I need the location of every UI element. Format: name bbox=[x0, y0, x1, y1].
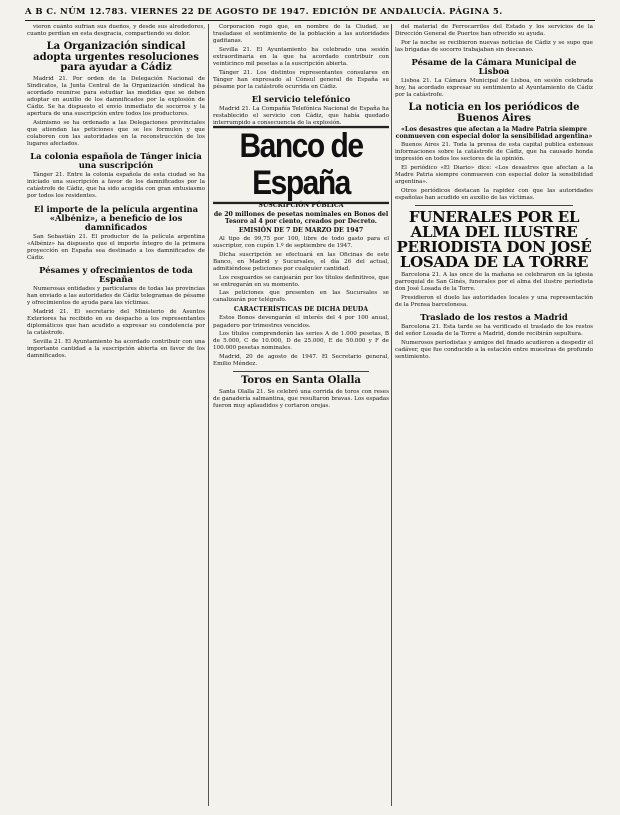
paragraph: Otros periódicos destacan la rapidez con que las autoridades españolas han acudido en auxilio de las víctimas. bbox=[395, 187, 593, 201]
funerales-body-2 bbox=[395, 324, 593, 361]
divider bbox=[233, 371, 369, 372]
paragraph: Madrid, 20 de agosto de 1947. El Secretario general, Emilio Méndez. bbox=[213, 353, 389, 368]
paragraph: Por la noche se recibieron nuevas noticias de Cádiz y se supo que las brigadas de socorro trabajaban sin descanso. bbox=[395, 39, 593, 53]
paragraph: Madrid 21. La Compañía Telefónica Nacional de España ha restablecido el servicio con Cádiz, que había quedado interrumpido a consecuencia de la explosión. bbox=[213, 105, 389, 127]
banco-body-2 bbox=[213, 315, 389, 368]
funerales-body bbox=[395, 272, 593, 309]
prensa-deck: «Los desastres que afectan a la Madre Patria siempre conmueven con especial dolor la sensibilidad argentina» bbox=[395, 126, 593, 141]
paragraph: Barcelona 21. Esta tarde se ha verificado el traslado de los restos del señor Losada de la Torre a Madrid, donde recibirán sepultura. bbox=[395, 323, 593, 337]
article-heading: La Organización sindical adopta urgentes resoluciones para ayudar a Cádiz bbox=[33, 41, 199, 74]
toros-heading: Toros en Santa Olalla bbox=[241, 375, 361, 387]
paragraph: Estos Bonos devengarán el interés del 4 por 100 anual, pagadero por trimestres vencidos. bbox=[213, 315, 389, 329]
column-1 bbox=[27, 24, 205, 806]
paragraph: Numerosas entidades y particulares de todas las provincias han enviado a las autoridades de Cádiz telegramas de pésame y ofrecimientos de ayuda para las víctimas. bbox=[27, 285, 205, 307]
paragraph: del material de Ferrocarriles del Estado y los servicios de la Dirección General de Puertos han ofrecido su ayuda. bbox=[395, 24, 593, 38]
traslado-heading: Traslado de los restos a Madrid bbox=[420, 311, 568, 322]
paragraph: Las peticiones que presenten en las Sucursales se canalizarán por telégrafo. bbox=[213, 290, 389, 304]
column-rule bbox=[208, 24, 209, 806]
banco-deck-3: EMISIÓN DE 7 DE MARZO DE 1947 bbox=[238, 227, 364, 235]
paragraph: Al tipo de 99,75 por 100, libre de todo gasto para el suscriptor, con cupón 1.º de septiembre de 1947. bbox=[213, 236, 389, 250]
paragraph: Tánger 21. Los distintos representantes consulares en Tánger han expresado al Cónsul general de España su pésame por la catástrofe ocurrida en Cádiz. bbox=[213, 69, 389, 90]
paragraph: Los títulos comprenderán las series A de 1.000 pesetas, B de 5.000, C de 10.000, D de 25.000, E de 50.000 y F de 100.000 pesetas nominales. bbox=[213, 331, 389, 352]
paragraph: vieron cuánto sufrían sus dueños, y desde sus alrededores, cuanto perdían en esta desgracia, compartiendo su dolor. bbox=[27, 24, 205, 38]
paragraph: Dicha suscripción se efectuará en las Oficinas de este Banco, en Madrid y Sucursales, el día 26 del actual, admitiéndose peticiones por cualquier cantidad. bbox=[213, 251, 389, 272]
column-2 bbox=[213, 24, 389, 806]
article-heading: El servicio telefónico bbox=[251, 93, 351, 104]
article-heading: Pésames y ofrecimientos de toda España bbox=[39, 264, 193, 284]
column-3-top bbox=[395, 24, 593, 99]
divider bbox=[415, 205, 573, 206]
banco-subheading: CARACTERÍSTICAS DE DICHA DEUDA bbox=[233, 306, 369, 314]
paragraph: Los resguardos se canjearán por los títulos definitivos, que se entregarán en su momento. bbox=[213, 274, 389, 288]
banco-espana-title: Banco de España bbox=[213, 126, 389, 204]
paragraph: Madrid 21. Por orden de la Delegación Nacional de Sindicatos, la Junta Central de la Organización sindical ha acordado reunirse para estudiar las medidas que se deben adoptar en auxilio de los damnificados por la explosión de Cádiz. Se ha dispuesto el envío inmediato de socorros y la apertura de una suscripción entre todos los productores. bbox=[27, 75, 205, 118]
article-heading: El importe de la película argentina «Albéniz», a beneficio de los damnificados bbox=[33, 203, 199, 232]
toros-paragraph: Santa Olalla 21. Se celebró una corrida de toros con reses de ganadería salmantina, que resultaron bravas. Los espadas fueron muy aplaudidos y cortaron orejas. bbox=[213, 388, 389, 409]
paragraph: Lisboa 21. La Cámara Municipal de Lisboa, en sesión celebrada hoy, ha acordado expresar su sentimiento al Ayuntamiento de Cádiz por la catástrofe. bbox=[395, 77, 593, 99]
paragraph: Barcelona 21. A las once de la mañana se celebraron en la iglesia parroquial de San Ginés, funerales por el alma del ilustre periodista don José Losada de la Torre. bbox=[395, 271, 593, 293]
page-header: A B C. NÚM 12.783. VIERNES 22 DE AGOSTO DE 1947. EDICIÓN DE ANDALUCÍA. PÁGINA 5. bbox=[25, 6, 595, 21]
paragraph: Asimismo se ha ordenado a las Delegaciones provinciales que atiendan las peticiones que se les formulen y que colaboren con las autoridades en la reconstrucción de los lugares afectados. bbox=[27, 119, 205, 148]
paragraph: Buenos Aires 21. Toda la prensa de esta capital publica extensas informaciones sobre la catástrofe de Cádiz, que ha causado honda impresión en todos los sectores de la opinión. bbox=[395, 142, 593, 163]
prensa-body bbox=[395, 142, 593, 202]
paragraph: Tánger 21. Entre la colonia española de esta ciudad se ha iniciado una suscripción a favor de los damnificados por la catástrofe de Cádiz, que ha sido acogida con gran entusiasmo por todos los residentes. bbox=[27, 172, 205, 200]
banco-body bbox=[213, 236, 389, 304]
article-heading: La colonia española de Tánger inicia una suscripción bbox=[30, 151, 202, 171]
paragraph: Presidieron el duelo las autoridades locales y una representación de la Prensa barcelonesa. bbox=[395, 294, 593, 308]
column-rule bbox=[391, 24, 392, 806]
paragraph: El periódico «El Diario» dice: «Los desastres que afectan a la Madre Patria siempre conmueven con especial dolor la sensibilidad argentina». bbox=[395, 164, 593, 186]
prensa-heading: La noticia en los periódicos de Buenos Aires bbox=[408, 102, 580, 124]
funerales-heading: FUNERALES POR EL ALMA DEL ILUSTRE PERIODISTA DON JOSÉ LOSADA DE LA TORRE bbox=[396, 207, 592, 271]
paragraph: San Sebastián 21. El productor de la película argentina «Albéniz» ha dispuesto que el importe íntegro de la primera proyección en España sea destinado a los damnificados de Cádiz. bbox=[27, 233, 205, 261]
paragraph: Sevilla 21. El Ayuntamiento ha acordado contribuir con una importante cantidad a la suscripción abierta en favor de los damnificados. bbox=[27, 338, 205, 359]
paragraph: Numerosos periodistas y amigos del finado acudieron a despedir el cadáver, que fue conducido a la estación entre muestras de profundo sentimiento. bbox=[395, 339, 593, 360]
article-heading: Pésame de la Cámara Municipal de Lisboa bbox=[411, 56, 577, 76]
banco-deck-2: de 20 millones de pesetas nominales en Bonos del Tesoro al 4 por ciento, creados por Decreto. bbox=[213, 211, 389, 226]
column-3 bbox=[395, 24, 593, 806]
paragraph: Sevilla 21. El Ayuntamiento ha celebrado una sesión extraordinaria en la que ha acordado contribuir con veinticinco mil pesetas a la suscripción abierta. bbox=[213, 46, 389, 67]
paragraph: Madrid 21. El secretario del Ministerio de Asuntos Exteriores ha recibido en su despacho a los representantes diplomáticos que han acudido a expresar su condolencia por la catástrofe. bbox=[27, 308, 205, 336]
paragraph: Corporación rogó que, en nombre de la Ciudad, se trasladase el sentimiento de la población a las autoridades gaditanas. bbox=[213, 24, 389, 45]
banco-deck-1: SUSCRIPCIÓN PÚBLICA bbox=[258, 202, 344, 210]
column-2-top bbox=[213, 24, 389, 127]
